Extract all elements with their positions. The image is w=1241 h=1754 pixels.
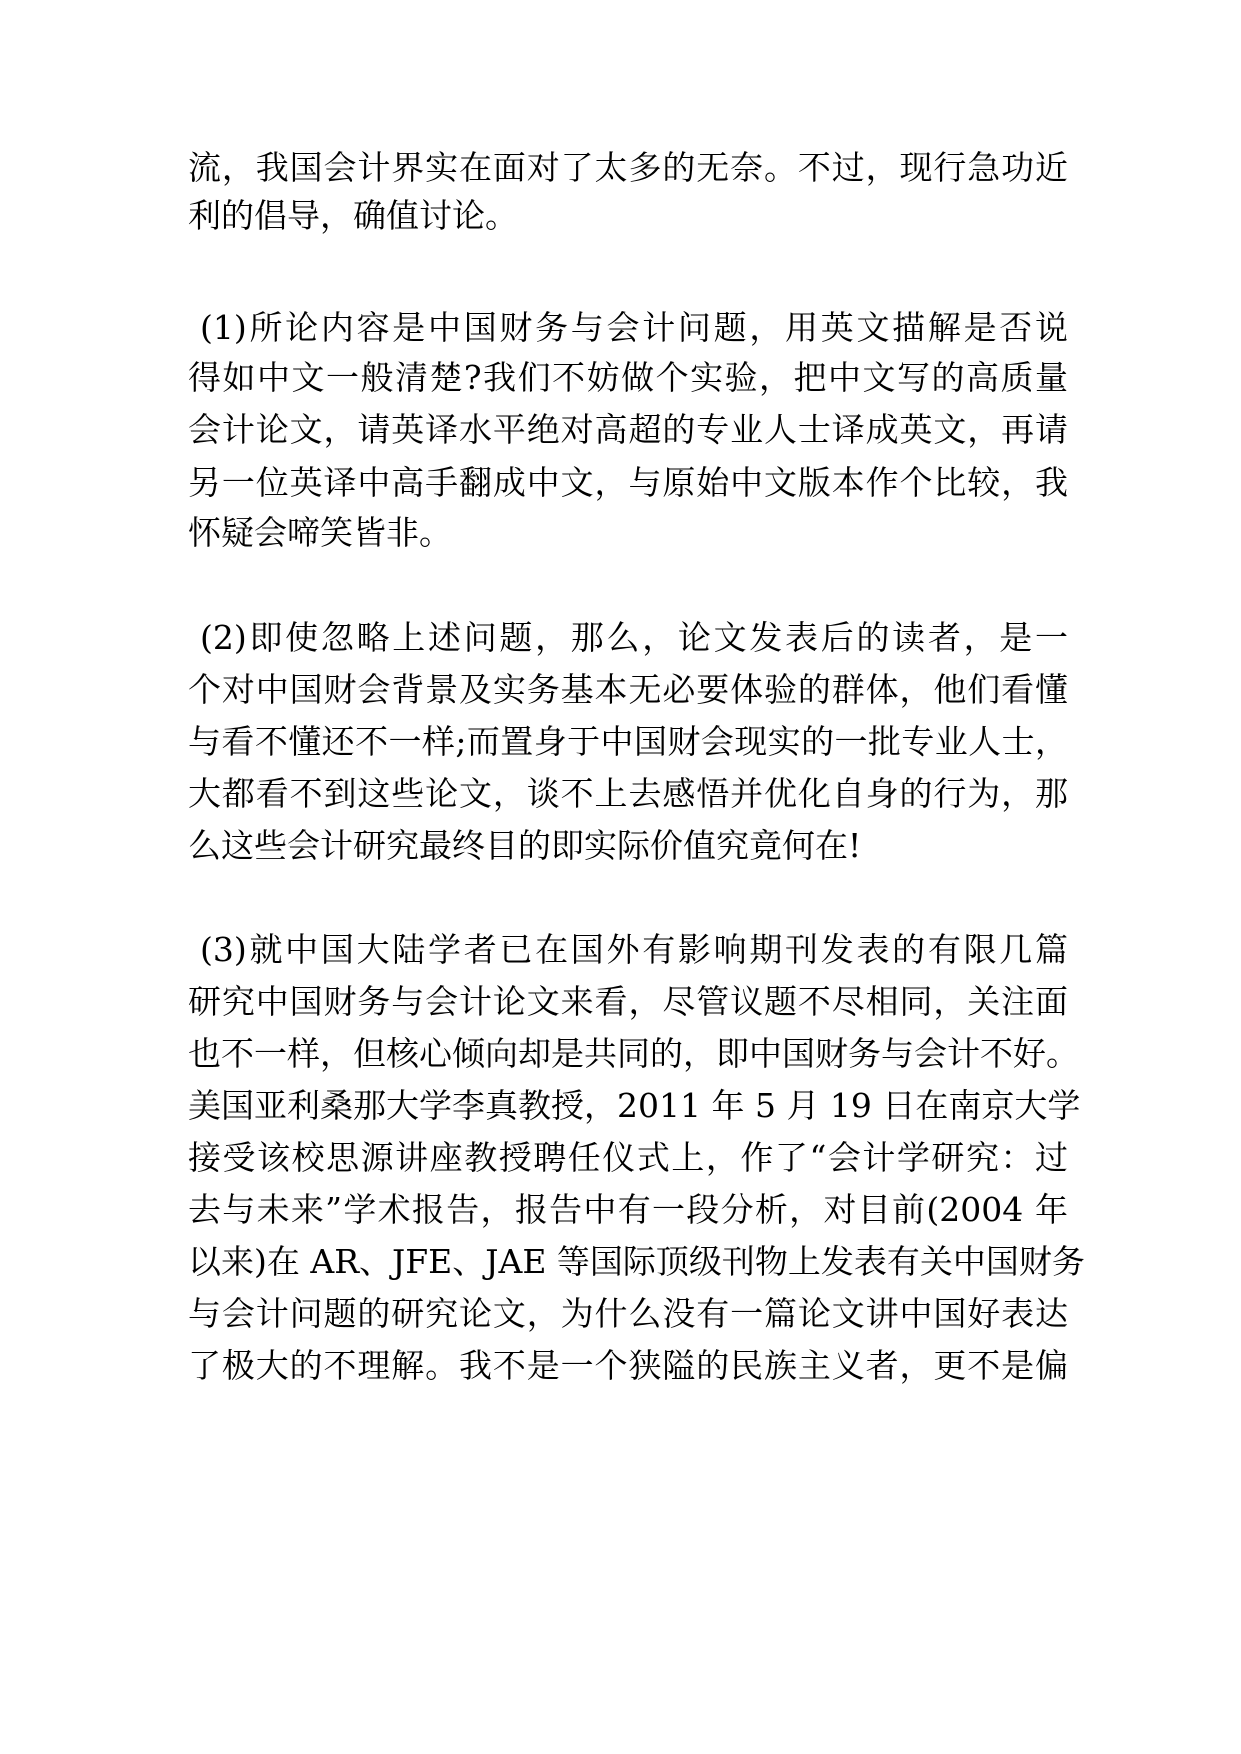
paragraph-line: 接受该校思源讲座教授聘任仪式上，作了“会计学研究：过: [188, 1138, 1068, 1177]
paragraph-line: 与看不懂还不一样;而置身于中国财会现实的一批专业人士，: [188, 722, 1068, 761]
paragraph-line: 个对中国财会背景及实务基本无必要体验的群体，他们看懂: [188, 670, 1068, 709]
paragraph-line: 另一位英译中高手翻成中文，与原始中文版本作个比较，我: [188, 463, 1068, 502]
paragraph-line: 怀疑会啼笑皆非。: [188, 513, 452, 552]
paragraph-line: 美国亚利桑那大学李真教授，2011 年 5 月 19 日在南京大学: [188, 1086, 1081, 1125]
paragraph-line: 与会计问题的研究论文，为什么没有一篇论文讲中国好表达: [188, 1294, 1068, 1333]
paragraph-line: 流，我国会计界实在面对了太多的无奈。不过，现行急功近: [188, 148, 1068, 187]
paragraph-line: 也不一样，但核心倾向却是共同的，即中国财务与会计不好。: [188, 1034, 1079, 1073]
paragraph-line: (1)所论内容是中国财务与会计问题，用英文描解是否说: [200, 308, 1068, 347]
paragraph-line: 得如中文一般清楚?我们不妨做个实验，把中文写的高质量: [188, 358, 1068, 397]
paragraph-line: 大都看不到这些论文，谈不上去感悟并优化自身的行为，那: [188, 774, 1068, 813]
paragraph-line: (2)即使忽略上述问题，那么，论文发表后的读者，是一: [200, 618, 1068, 657]
paragraph-line: 利的倡导，确值讨论。: [188, 196, 518, 235]
paragraph-line: (3)就中国大陆学者已在国外有影响期刊发表的有限几篇: [200, 930, 1068, 969]
paragraph-line: 以来)在 AR、JFE、JAE 等国际顶级刊物上发表有关中国财务: [188, 1242, 1085, 1281]
paragraph-line: 会计论文，请英译水平绝对高超的专业人士译成英文，再请: [188, 410, 1068, 449]
paragraph-line: 了极大的不理解。我不是一个狭隘的民族主义者，更不是偏: [188, 1346, 1068, 1385]
paragraph-line: 去与未来”学术报告，报告中有一段分析，对目前(2004 年: [188, 1190, 1068, 1229]
paragraph-line: 么这些会计研究最终目的即实际价值究竟何在!: [188, 826, 862, 865]
paragraph-line: 研究中国财务与会计论文来看，尽管议题不尽相同，关注面: [188, 982, 1068, 1021]
